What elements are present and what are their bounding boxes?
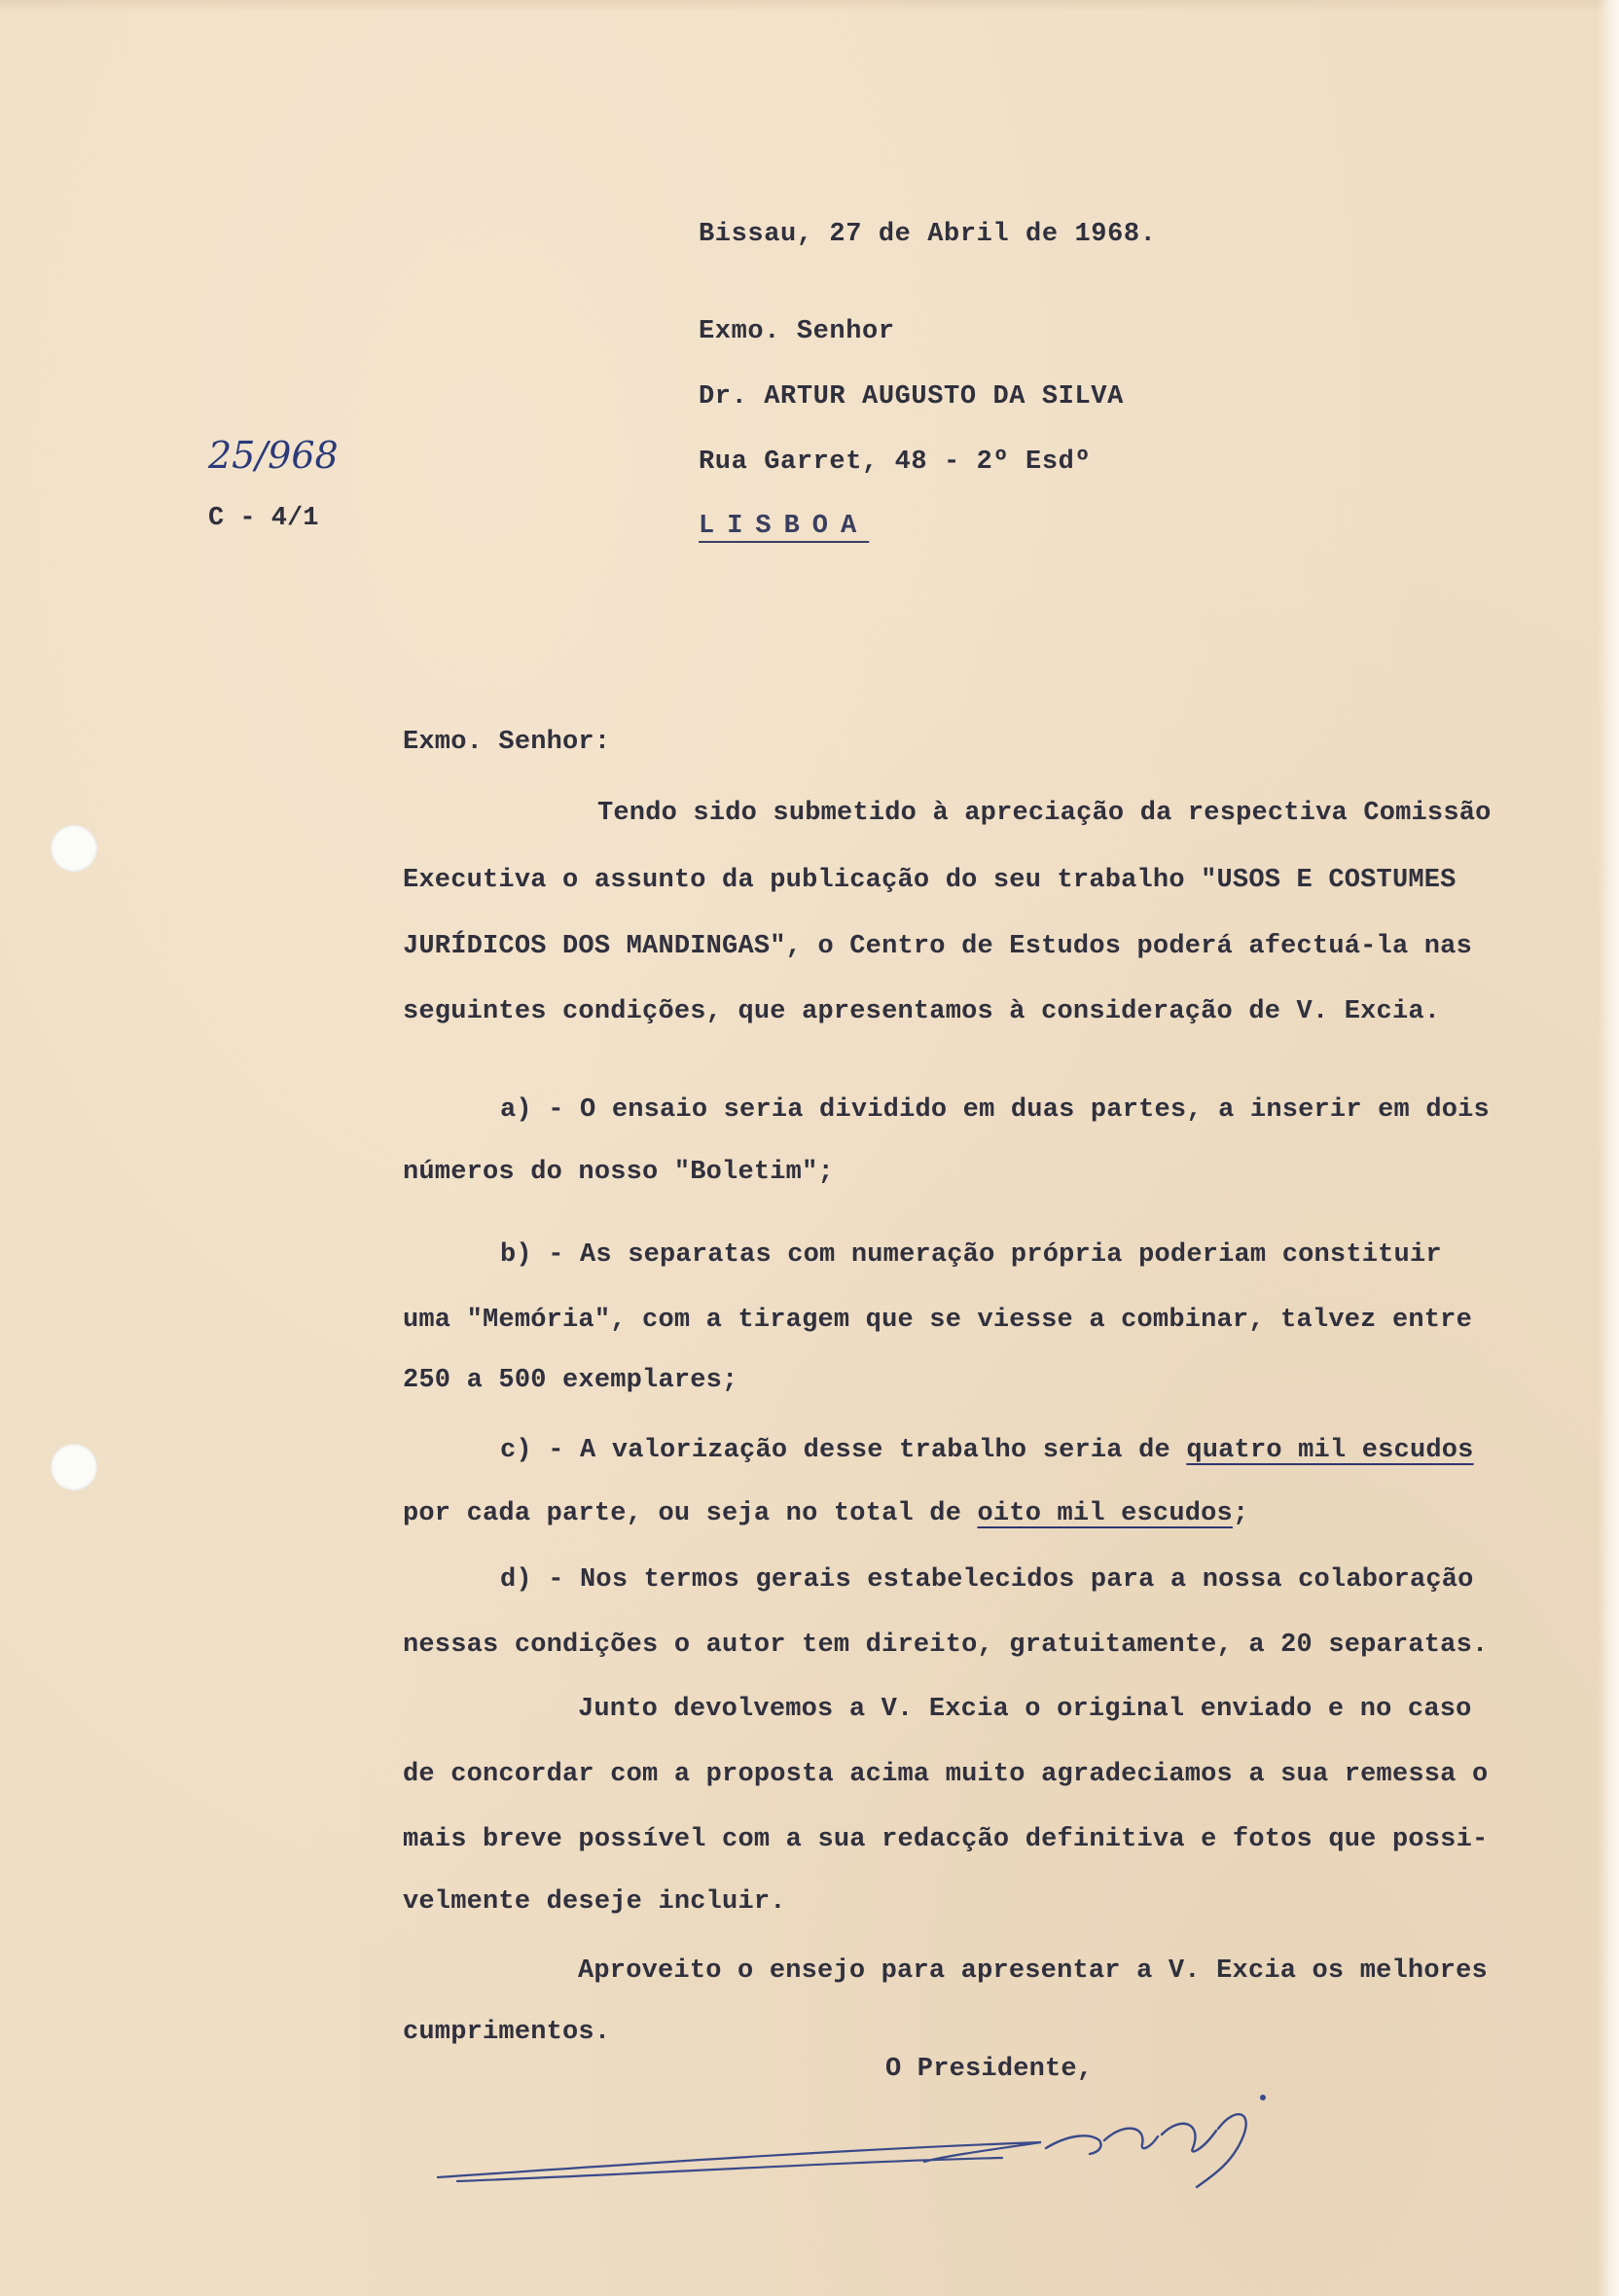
- item-c-line1: [500, 1438, 1474, 1464]
- paper-right-edge: [1598, 0, 1619, 2296]
- item-c-underlined-total: oito mil escudos: [977, 1499, 1233, 1528]
- recipient-street: Rua Garret, 48 - 2º Esdº: [699, 448, 1092, 477]
- punch-hole-bottom: [51, 1444, 97, 1490]
- item-b-line: 250 a 500 exemplares;: [403, 1366, 738, 1395]
- para2-line: de concordar com a proposta acima muito agradeciamos a sua remessa o: [403, 1760, 1489, 1789]
- item-c-text: c) - A valorização desse trabalho seria de: [500, 1436, 1187, 1465]
- item-c-text-end: ;: [1232, 1499, 1249, 1528]
- para1-line: seguintes condições, que apresentamos à consideração de V. Excia.: [403, 997, 1441, 1026]
- item-a-line: números do nosso "Boletim";: [403, 1158, 834, 1187]
- para2-line: Junto devolvemos a V. Excia o original enviado e no caso: [578, 1695, 1472, 1724]
- item-d-line: d) - Nos termos gerais estabelecidos para a nossa colaboração: [500, 1565, 1474, 1595]
- item-a-line: a) - O ensaio seria dividido em duas partes, a inserir em dois: [500, 1095, 1490, 1125]
- punch-hole-top: [51, 825, 97, 872]
- recipient-name: Dr. ARTUR AUGUSTO DA SILVA: [699, 382, 1124, 412]
- item-c-text: por cada parte, ou seja no total de: [403, 1499, 978, 1528]
- date-line: Bissau, 27 de Abril de 1968.: [699, 220, 1157, 249]
- item-c-line2: [403, 1501, 1248, 1527]
- para3-line: cumprimentos.: [403, 2018, 611, 2047]
- closing-title: O Presidente,: [885, 2055, 1094, 2084]
- body-greeting: Exmo. Senhor:: [403, 728, 611, 757]
- para1-line: Executiva o assunto da publicação do seu trabalho "USOS E COSTUMES: [403, 866, 1457, 895]
- para2-line: velmente deseje incluir.: [403, 1887, 786, 1917]
- file-code: C - 4/1: [208, 504, 319, 533]
- para1-line: Tendo sido submetido à apreciação da respectiva Comissão: [597, 799, 1492, 828]
- item-d-line: nessas condições o autor tem direito, gratuitamente, a 20 separatas.: [403, 1631, 1489, 1660]
- item-c-underlined-amount: quatro mil escudos: [1186, 1436, 1474, 1465]
- recipient-city: LISBOA: [699, 512, 870, 541]
- signature-image: [418, 2072, 1411, 2199]
- handwritten-reference-number: 25/968: [208, 434, 339, 477]
- item-b-line: uma "Memória", com a tiragem que se viesse a combinar, talvez entre: [403, 1306, 1472, 1335]
- paper-top-edge: [0, 0, 1619, 12]
- para2-line: mais breve possível com a sua redacção definitiva e fotos que possi-: [403, 1825, 1489, 1854]
- salutation-top: Exmo. Senhor: [699, 317, 895, 346]
- para1-line: JURÍDICOS DOS MANDINGAS", o Centro de Estudos poderá afectuá-la nas: [403, 932, 1472, 961]
- para3-line: Aproveito o ensejo para apresentar a V. Excia os melhores: [578, 1956, 1488, 1986]
- item-b-line: b) - As separatas com numeração própria poderiam constituir: [500, 1240, 1442, 1270]
